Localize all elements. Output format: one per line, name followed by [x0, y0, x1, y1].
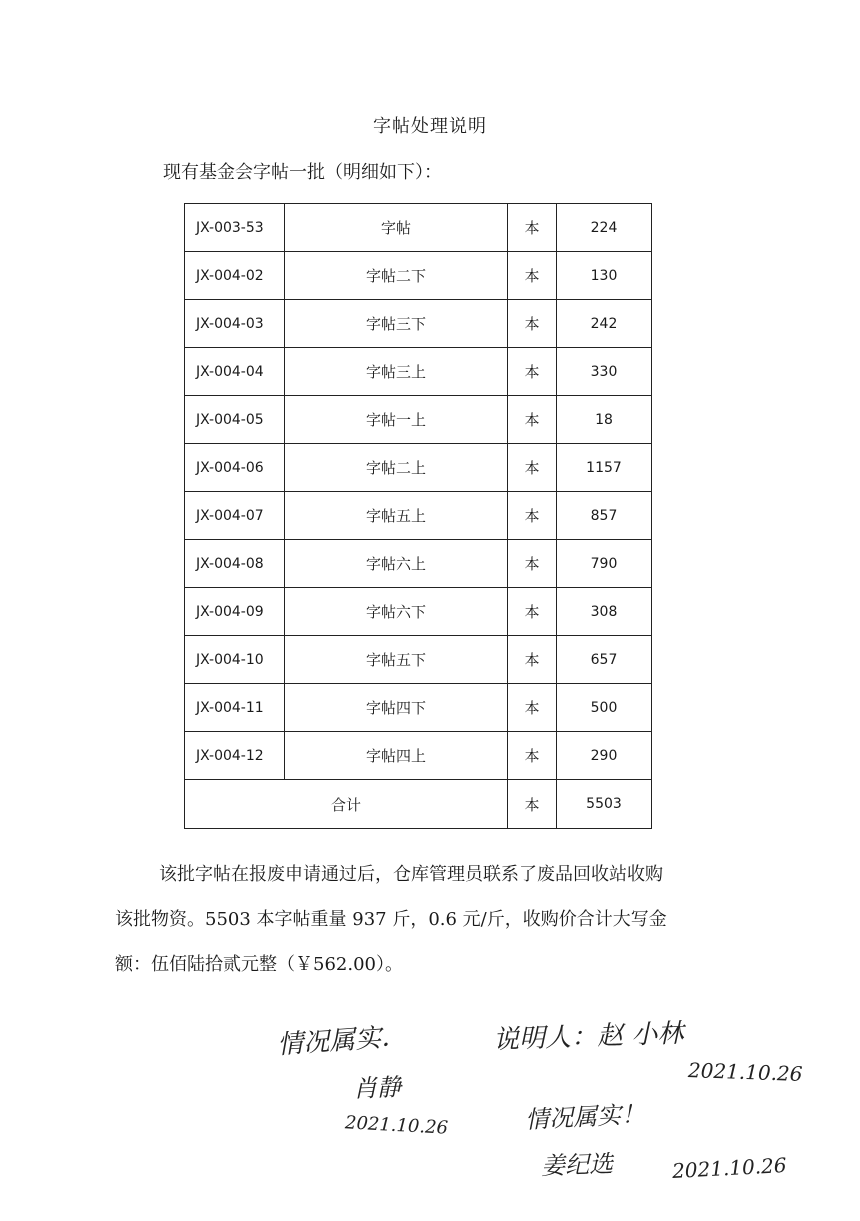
table-row	[185, 300, 652, 348]
item-name: 字帖五下	[285, 636, 508, 684]
item-name: 字帖六下	[285, 588, 508, 636]
table-row	[185, 492, 652, 540]
handwritten-explainer: 说明人：赵 小林	[492, 1018, 684, 1056]
item-quantity: 857	[557, 492, 652, 540]
item-code: JX-004-02	[185, 252, 285, 300]
table-row	[185, 684, 652, 732]
item-quantity: 224	[557, 204, 652, 252]
table-row	[185, 588, 652, 636]
item-quantity: 18	[557, 396, 652, 444]
item-quantity: 290	[557, 732, 652, 780]
paragraph-line: 该批物资。5503 本字帖重量 937 斤，0.6 元/斤，收购价合计大写金	[115, 909, 667, 930]
item-code: JX-004-07	[185, 492, 285, 540]
item-unit: 本	[508, 732, 557, 780]
item-name: 字帖四上	[285, 732, 508, 780]
table-row	[185, 540, 652, 588]
signature-left: 肖静	[352, 1073, 402, 1103]
signature-date-right: 2021.10.26	[671, 1153, 788, 1183]
item-unit: 本	[508, 492, 557, 540]
item-name: 字帖五上	[285, 492, 508, 540]
signature-date-explainer: 2021.10.26	[687, 1058, 803, 1086]
item-quantity: 1157	[557, 444, 652, 492]
paragraph-line: 该批字帖在报废申请通过后，仓库管理员联系了废品回收站收购	[159, 864, 663, 885]
item-quantity: 790	[557, 540, 652, 588]
item-quantity: 130	[557, 252, 652, 300]
item-unit: 本	[508, 684, 557, 732]
table-row	[185, 636, 652, 684]
description-paragraph	[115, 852, 735, 987]
item-name: 字帖三上	[285, 348, 508, 396]
items-table	[184, 203, 652, 829]
item-code: JX-004-04	[185, 348, 285, 396]
item-code: JX-004-09	[185, 588, 285, 636]
paragraph-line: 额：伍佰陆拾贰元整（￥562.00）。	[115, 954, 403, 975]
item-name: 字帖四下	[285, 684, 508, 732]
item-name: 字帖二下	[285, 252, 508, 300]
total-row	[185, 780, 652, 829]
document-title: 字帖处理说明	[373, 116, 487, 137]
table-row	[185, 732, 652, 780]
item-unit: 本	[508, 588, 557, 636]
item-unit: 本	[508, 204, 557, 252]
item-unit: 本	[508, 636, 557, 684]
handwritten-note-right: 情况属实！	[524, 1099, 646, 1135]
intro-text: 现有基金会字帖一批（明细如下）：	[163, 162, 442, 183]
item-name: 字帖六上	[285, 540, 508, 588]
total-unit: 本	[508, 780, 557, 829]
item-code: JX-004-12	[185, 732, 285, 780]
item-code: JX-004-08	[185, 540, 285, 588]
table-row	[185, 252, 652, 300]
table-row	[185, 396, 652, 444]
item-name: 字帖	[285, 204, 508, 252]
item-unit: 本	[508, 444, 557, 492]
item-quantity: 330	[557, 348, 652, 396]
item-unit: 本	[508, 348, 557, 396]
table-row	[185, 444, 652, 492]
item-quantity: 500	[557, 684, 652, 732]
item-unit: 本	[508, 252, 557, 300]
item-code: JX-004-10	[185, 636, 285, 684]
item-code: JX-004-05	[185, 396, 285, 444]
item-code: JX-004-03	[185, 300, 285, 348]
item-unit: 本	[508, 396, 557, 444]
table-row	[185, 204, 652, 252]
item-quantity: 242	[557, 300, 652, 348]
signature-date-left: 2021.10.26	[344, 1112, 449, 1139]
item-name: 字帖二上	[285, 444, 508, 492]
total-label: 合计	[185, 780, 508, 829]
item-quantity: 657	[557, 636, 652, 684]
item-name: 字帖一上	[285, 396, 508, 444]
total-quantity: 5503	[557, 780, 652, 829]
item-code: JX-004-11	[185, 684, 285, 732]
item-quantity: 308	[557, 588, 652, 636]
handwritten-note-left: 情况属实．	[276, 1021, 409, 1061]
item-code: JX-003-53	[185, 204, 285, 252]
item-unit: 本	[508, 300, 557, 348]
item-code: JX-004-06	[185, 444, 285, 492]
table-row	[185, 348, 652, 396]
item-unit: 本	[508, 540, 557, 588]
item-name: 字帖三下	[285, 300, 508, 348]
signature-right: 姜纪选	[540, 1149, 614, 1181]
